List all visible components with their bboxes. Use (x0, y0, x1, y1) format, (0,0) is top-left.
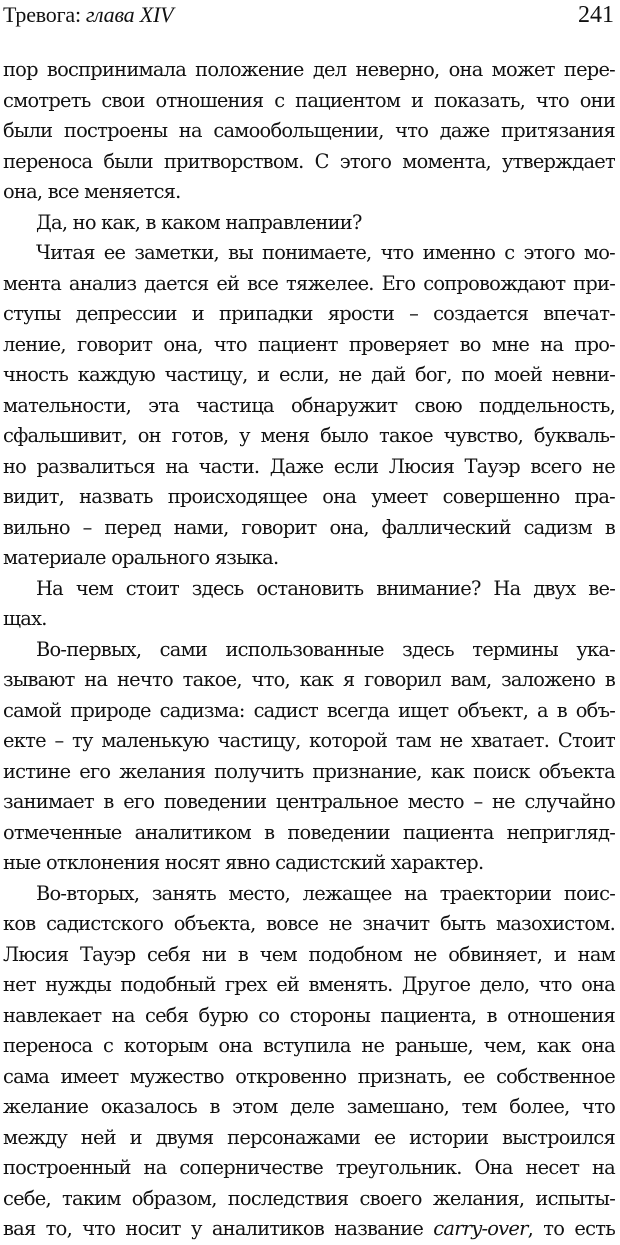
text-line-content: зывают на нечто такое, что, как я говорил вам, заложено в (3, 668, 615, 691)
text-line-content: сама имеет мужество откровенно признать, ее собственное (3, 1064, 615, 1088)
text-line-content: желание оказалось в этом деле замешано, тем более, что (3, 1095, 615, 1118)
text-line (3, 55, 615, 86)
text-line (3, 330, 615, 361)
text-line (3, 147, 615, 178)
text-line (3, 848, 615, 879)
text-line-content: На чем стоит здесь остановить внимание? На двух ве- (36, 576, 615, 600)
page-number: 241 (578, 2, 614, 28)
text-line-content: занимает в его поведении центральное место – не случайно (3, 790, 615, 813)
text-line-content: видит, назвать происходящее она умеет совершенно пра- (3, 485, 615, 508)
text-line (3, 299, 615, 330)
text-line-content: она, все меняется. (3, 180, 181, 203)
chapter-title: глава XIV (85, 2, 174, 27)
text-line-continuation: , то есть (527, 1217, 616, 1240)
text-line (3, 360, 615, 391)
text-line (3, 879, 615, 910)
text-line-content: навлекает на себя бурю со стороны пациента, в отношения (3, 1003, 615, 1027)
text-line-content: отмеченные аналитиком в поведении пациента непригляд- (3, 820, 615, 844)
text-line-content: Читая ее заметки, вы понимаете, что именно с этого мо- (36, 241, 615, 264)
text-line (3, 391, 615, 422)
text-line-content: себе, таким образом, последствия своего желания, испыты- (3, 1186, 615, 1210)
text-line (3, 940, 615, 971)
emphasized-term: carry-over (433, 1217, 528, 1240)
text-line-content: пор воспринимала положение дел неверно, она может пере- (3, 58, 615, 81)
text-line (3, 1092, 615, 1123)
text-line-content: мента анализ дается ей все тяжелее. Его сопровождают при- (3, 271, 615, 295)
text-line-content: щах. (3, 607, 47, 630)
text-line (3, 696, 615, 727)
text-line (3, 1184, 615, 1215)
text-line-content: екте – ту маленькую частицу, которой там не хватает. Стоит (3, 729, 615, 752)
text-line (3, 665, 615, 696)
text-line (3, 238, 615, 269)
text-line (3, 1031, 615, 1062)
text-line-content: материале орального языка. (3, 546, 279, 569)
text-line (3, 970, 615, 1001)
text-line-content: были построены на самообольщении, что даже притязания (3, 119, 615, 142)
text-line (3, 513, 615, 544)
text-line-content: Во-первых, сами использованные здесь термины ука- (36, 637, 615, 661)
text-line (3, 818, 615, 849)
text-line-content: смотреть свои отношения с пациентом и показать, что они (3, 88, 615, 112)
text-line (3, 86, 615, 117)
text-line (3, 1123, 615, 1154)
text-line-content: Во-вторых, занять место, лежащее на траектории поис- (36, 881, 615, 905)
text-line-content: переноса были притворством. С этого момента, утверждает (3, 149, 615, 173)
text-line-content: ступы депрессии и припадки ярости – создается впечат- (3, 302, 615, 325)
text-line (3, 757, 615, 788)
text-line-content: истине его желания получить признание, как поиск объекта (3, 759, 615, 783)
text-line (3, 1153, 615, 1184)
text-line (3, 116, 615, 147)
text-line (3, 421, 615, 452)
text-line-content: сфальшивит, он готов, у меня было такое чувство, букваль- (3, 424, 615, 447)
text-line (3, 482, 615, 513)
text-line (3, 452, 615, 483)
text-line-content: ление, говорит она, что пациент проверяет во мне на про- (3, 332, 615, 356)
text-line-content: вильно – перед нами, говорит она, фаллический садизм в (3, 515, 615, 539)
text-line (3, 726, 615, 757)
text-line (3, 1062, 615, 1093)
body-text (3, 55, 615, 1245)
text-line-content: нет нужды подобный грех ей вменять. Другое дело, что она (3, 973, 615, 996)
text-line (3, 177, 615, 208)
text-line (3, 543, 615, 574)
text-line (3, 208, 615, 239)
text-line (3, 1214, 615, 1245)
text-line-content: вая то, что носит у аналитиков название (3, 1217, 434, 1240)
chapter-prefix: Тревога: (3, 2, 81, 27)
text-line (3, 909, 615, 940)
text-line-content: чность каждую частицу, и если, не дай бог, по моей невни- (3, 363, 615, 386)
text-line-content: между ней и двумя персонажами ее истории выстроился (3, 1125, 615, 1149)
text-line (3, 1001, 615, 1032)
text-line-content: ные отклонения носят явно садистский характер. (3, 851, 484, 874)
text-line (3, 604, 615, 635)
running-title (3, 2, 173, 28)
text-line-content: самой природе садизма: садист всегда ищет объект, а в объ- (3, 698, 615, 722)
text-line-content: Люсия Тауэр себя ни в чем подобном не обвиняет, и нам (3, 942, 615, 966)
text-line (3, 269, 615, 300)
text-line (3, 635, 615, 666)
text-line-content: ков садистского объекта, вовсе не значит быть мазохистом. (3, 912, 615, 935)
text-line (3, 574, 615, 605)
text-line-content: построенный на соперничестве треугольник. Она несет на (3, 1156, 615, 1179)
text-line (3, 787, 615, 818)
text-line-content: переноса с которым она вступила не раньше, чем, как она (3, 1034, 615, 1057)
running-header (3, 2, 614, 32)
text-line-content: но развалиться на части. Даже если Люсия Тауэр всего не (3, 454, 615, 478)
text-line-content: мательности, эта частица обнаружит свою поддельность, (3, 393, 615, 417)
text-line-content: Да, но как, в каком направлении? (36, 210, 362, 234)
